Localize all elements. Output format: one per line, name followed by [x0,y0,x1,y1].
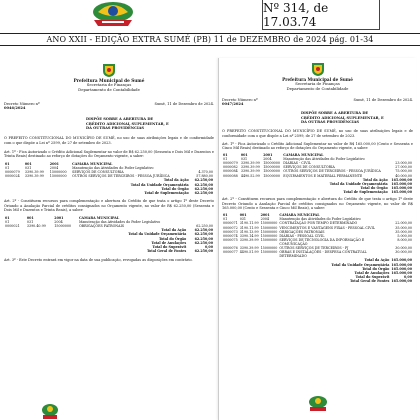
ementa-line: DISPÕE SOBRE A ABERTURA DE [301,111,369,116]
element-cell: 3390.39.99 [239,237,259,242]
description-cell: SERVIÇOS DE CONSULTORIA [283,165,335,170]
source-cell: 2004 [260,217,269,222]
issue-number: Nº 314, de 17.03.74 [262,0,380,30]
value-cell: 23.000,00 [395,161,412,166]
source-cell: 15000000 [54,224,72,229]
code-cell: 0000024 [5,174,20,179]
description-cell: CAMARA MUNICIPAL [78,215,120,220]
source-cell: 2004 [54,220,63,225]
element-cell: 3190.13.99 [239,229,259,234]
description-cell: OBRIGAÇÕES PATRONAIS [279,229,325,234]
value-cell: 75.000,00 [395,169,412,174]
department-name: Departamento de Contabilidade [286,85,349,91]
value-cell: 62.250,00 [194,232,213,237]
article-3: Art. 3º - Este Decreto entrará em vigor na data de sua publicação, revogadas as disposições em contrário. [4,257,193,262]
source-cell: 15000000 [260,237,278,242]
element-cell: 3390.14.99 [239,233,259,238]
decree-number: 0046/2024 [4,106,26,111]
source-cell: 15000000 [260,233,278,238]
value-cell: 62.250,00 [194,190,213,195]
description-cell: Manutenção das Atividades do Poder Legislativo [78,220,161,225]
description-cell: Total de Suplementação [144,190,189,195]
code-cell: 0000021 [5,224,20,229]
value-cell: 30.000,00 [395,246,412,251]
description-cell: Total de Suplementação [343,189,388,194]
code-cell: 01 [5,161,10,166]
source-cell: 15000000 [263,165,280,170]
crest-icon [310,61,326,77]
description-cell: Total do Superávit [152,244,187,249]
element-cell: 3390.39.99 [240,165,260,170]
element-cell: 3390.39.99 [24,170,44,175]
description-cell: Total da Unidade Orçamentária [128,232,187,237]
decree-number: 0047/2024 [222,102,244,107]
source-cell: 2004 [49,166,59,171]
annulment-table [4,216,214,253]
source-cell: 15000000 [260,225,278,230]
code-cell: 0000076 [223,246,238,251]
description-cell: Total da Ação [161,228,187,233]
description-cell: Total da Unidade Orçamentária [331,262,390,267]
source-cell: 2001 [263,152,273,157]
description-cell: Total da Ação [163,178,189,183]
source-cell: 15000000 [263,169,280,174]
article-1: Art. 1º - Fica Autorizado o Crédito Adicional Suplementar no valor de R$ 62.250,00 (Sessenta e Dois Mil e Duzentos e Trinta Reais) destinado ao reforço de dotações do Orçamento vigente, a saber: [4,149,214,159]
code-cell: 0000074 [223,233,238,238]
element-cell: 3390.39.99 [240,161,260,166]
table-row [222,238,413,246]
decree-ementa [301,111,416,125]
code-cell: 0000077 [223,250,238,255]
source-cell: 15000000 [260,221,278,226]
description-cell: DIÁRIAS - PESSOAL CIVIL [279,233,325,238]
article-2: Art. 2º - Constituem recursos para complementação e abertura do Crédito de que trata o artigo 1º deste Decreto Oriundo a Anulação Parcial de créditos consignados no Orçamento vigente, no valor de R$ 165.000,00 (Cento e Sessenta e Cinco Mil Reais), a saber: [222,197,413,211]
code-cell: 0000075 [223,237,238,242]
element-cell: 031 [24,166,32,171]
table-row [222,190,413,194]
code-cell: 01 [5,215,10,220]
description-cell: Manutenção das Atividades do Poder Legislativo [283,157,365,162]
value-cell: 165.000,00 [391,278,412,283]
element-cell: 031 [26,220,34,225]
municipal-crest-logo [86,0,140,28]
value-cell: 5.000,00 [397,233,412,238]
value-cell: 35.000,00 [395,225,412,230]
element-cell: 4490.51.99 [239,250,259,255]
description-cell: OBRAS E INSTALAÇÕES - DESPESA CONTRATUAL DETERMINADO [279,250,367,259]
code-cell: 0000079 [223,161,238,166]
element-cell: 001 [26,215,34,220]
decree-page-right [218,58,416,420]
element-cell: 3190.11.99 [239,221,259,226]
element-cell: 3390.39.99 [24,174,44,179]
description-cell: OUTROS SERVIÇOS DE TERCEIROS - PJ [279,246,349,251]
value-cell: 35.000,00 [395,229,412,234]
description-cell: Total da Ação [364,258,390,263]
source-cell: 15000000 [49,170,67,175]
description-cell: Total de Anulações [354,270,390,275]
value-cell: 165.000,00 [391,177,412,182]
gazette-header [0,0,420,42]
code-cell: 01 [223,217,228,222]
table-row [222,250,413,258]
source-cell: 2001 [49,161,59,166]
value-cell: 0,00 [403,274,412,279]
ementa-line: CRÉDITO ADICIONAL SUPLEMENTAR, E [86,121,169,126]
decree-meta [219,98,416,107]
code-cell: 0000072 [223,225,238,230]
secretariat-name: Secretaria de Finanças [86,82,132,88]
header-rule-top [0,33,420,34]
description-cell: Total Geral de Fontes [350,278,390,283]
municipality-name: Prefeitura Municipal de Sumé [73,78,145,83]
source-cell: 2004 [263,157,272,162]
source-cell: 15000000 [260,250,278,255]
source-cell: 2001 [260,213,270,218]
decree-page-left [4,60,214,390]
description-cell: CAMARA MUNICIPAL [283,152,324,157]
decree-preamble: O PREFEITO CONSTITUCIONAL DO MUNICÍPIO DE SUMÉ, no uso de suas atribuições legais e de conformidade com o que dispõe a Lei nº 2599, de 27 de setembro de 2023. [222,129,413,138]
decree-date: Sumé, 11 de Dezembro de 2024. [154,101,214,106]
code-cell: 01 [5,220,10,225]
department-name: Departamento de Contabilidade [78,86,140,92]
value-cell: 62.250,00 [194,228,213,233]
value-cell: 22.000,00 [395,221,412,226]
decree-meta [4,102,214,111]
ementa-line: DISPÕE SOBRE A ABERTURA DE [86,117,154,122]
table-row [4,191,214,195]
article-1: Art. 1º - Fica Autorizado o Crédito Adicional Suplementar no valor de R$ 165.000,00 (Cento e Sessenta e Cinco Mil Reais) destinado ao reforço de dotações do Orçamento vigente, a saber: [222,141,413,151]
footer-crest-icon [40,402,60,420]
description-cell: Total de Anulações [151,240,187,245]
description-cell: Total do Órgão [362,266,390,271]
decree-date: Sumé, 11 de Dezembro de 2024. [353,97,413,102]
element-cell: 3390.39.99 [239,246,259,251]
ementa-line: DÁ OUTRAS PROVIDÊNCIAS [86,126,145,131]
decree-ementa [86,117,214,131]
description-cell: Total do Órgão [161,186,189,191]
value-cell: 62.250,00 [194,248,213,253]
description-cell: CONTRATAÇÃO POR TEMPO DETERMINADO [279,221,358,226]
value-cell: 165.000,00 [391,181,412,186]
value-cell: 62.250,00 [194,186,213,191]
value-cell: 30.000,00 [395,250,412,255]
source-cell: 15000000 [263,173,280,178]
value-cell: 165.000,00 [391,189,412,194]
supplement-table [222,153,413,194]
description-cell: Total da Unidade Orçamentária [329,181,388,186]
value-cell: 165.000,00 [391,266,412,271]
code-cell: 0000088 [223,173,238,178]
code-cell: 01 [223,213,228,218]
description-cell: Total do Órgão [159,236,187,241]
government-header [219,77,416,92]
description-cell: Manutenção das Atividades do Poder Legislativo [72,166,154,171]
description-cell: CAMARA MUNICIPAL [279,213,320,218]
description-cell: Total do Superávit [355,274,390,279]
government-header [4,78,214,93]
value-cell: 165.000,00 [391,185,412,190]
decree-label: Decreto Número nº [4,101,40,106]
element-cell: 001 [239,213,247,218]
source-cell: 15000000 [49,174,67,179]
ementa-line: CRÉDITO ADICIONAL SUPLEMENTAR, E [301,115,384,120]
description-cell: SERVIÇOS DE CONSULTORIA [72,170,124,175]
value-cell: 27.000,00 [395,165,412,170]
description-cell: OBRIGAÇÕES PATRONAIS [78,224,125,229]
value-cell: 62.250,00 [194,236,213,241]
decree-label: Decreto Número nº [222,97,258,102]
value-cell: 62.250,00 [194,240,213,245]
source-cell: 15000000 [260,229,278,234]
code-cell: 01 [223,157,228,162]
secretariat-name: Secretaria de Finanças [295,81,340,87]
element-cell: 3190.11.99 [239,225,259,230]
value-cell: 165.000,00 [391,258,412,263]
value-cell: 62.250,00 [194,182,213,187]
value-cell: 4.370,00 [198,170,213,175]
description-cell: Total do Órgão [360,185,388,190]
element-cell: 001 [240,152,248,157]
edition-line: ANO XXII - EDIÇÃO EXTRA SUMÉ (PB) 11 de DEZEMBRO de 2024 pág. 01-34 [46,35,374,44]
element-cell: 3390.39.99 [240,169,260,174]
element-cell: 3390.40.99 [26,224,46,229]
value-cell: 62.250,00 [194,178,213,183]
element-cell: 031 [239,217,246,222]
crest-icon [101,62,117,78]
value-cell: 40.000,00 [395,173,412,178]
code-cell: 01 [223,152,228,157]
source-cell: 2001 [54,215,64,220]
element-cell: 001 [24,161,32,166]
ementa-line: DÁ OUTRAS PROVIDÊNCIAS [301,120,360,125]
description-cell: Manutenção das Atividades do Poder Legislativo [279,217,361,222]
value-cell: 57.880,00 [196,174,213,179]
description-cell: Total Geral de Fontes [146,248,187,253]
code-cell: 0000071 [223,221,238,226]
value-cell: 62.250,00 [196,224,213,229]
value-cell: 165.000,00 [391,270,412,275]
code-cell: 0000073 [223,229,238,234]
municipality-name: Prefeitura Municipal de Sumé [282,77,353,82]
code-cell: 0000079 [5,170,20,175]
bottom-crest-icon [307,394,329,412]
code-cell: 01 [5,166,10,171]
element-cell: 4490.52.99 [240,173,260,178]
description-cell: Total da Unidade Orçamentária [130,182,189,187]
description-cell: OUTROS SERVIÇOS DE TERCEIROS - PESSOA JURÍDICA [283,169,381,174]
article-2: Art. 2º - Constituem recursos para complementação e abertura do Crédito de que trata o artigo 1º deste Decreto Oriundo a Anulação Parcial de créditos consignados no Orçamento vigente, no valor de R$ 62.250,00 (Sessenta e Dois Mil e Duzentos e Trinta Reais), a saber: [4,198,214,213]
supplement-table [4,162,214,195]
description-cell: OUTROS SERVIÇOS DE TERCEIROS - PESSOA JURÍDICA [72,174,170,179]
code-cell: 0000084 [223,169,238,174]
value-cell: 165.000,00 [391,262,412,267]
table-row [4,249,214,253]
element-cell: 031 [240,157,248,162]
description-cell: EQUIPAMENTOS E MATERIAL PERMANENTE [283,173,363,178]
description-cell: SERVIÇOS DE TECNOLOGIA DA INFORMAÇÃO E COMUNICAÇÃO [279,237,365,246]
decree-preamble: O PREFEITO CONSTITUCIONAL DO MUNICÍPIO DE SUMÉ, no uso de suas atribuições legais e de conformidade com o que dispõe a Lei nº 2599, de 27 de setembro de 2023. [4,136,214,145]
description-cell: Total da Ação [362,177,388,182]
header-rule-bottom [0,45,420,46]
description-cell: VENCIMENTOS E VANTAGENS FIXAS - PESSOAL CIVIL [279,225,376,230]
code-cell: 0000082 [223,165,238,170]
source-cell: 15000000 [260,246,278,251]
description-cell: CAMARA MUNICIPAL [72,161,113,166]
description-cell: DIÁRIAS - CIVIL [283,161,311,166]
value-cell: 8.000,00 [397,237,412,242]
source-cell: 15000000 [263,161,280,166]
annulment-table [222,213,413,283]
value-cell: 0,00 [204,244,213,249]
table-row [222,279,413,283]
